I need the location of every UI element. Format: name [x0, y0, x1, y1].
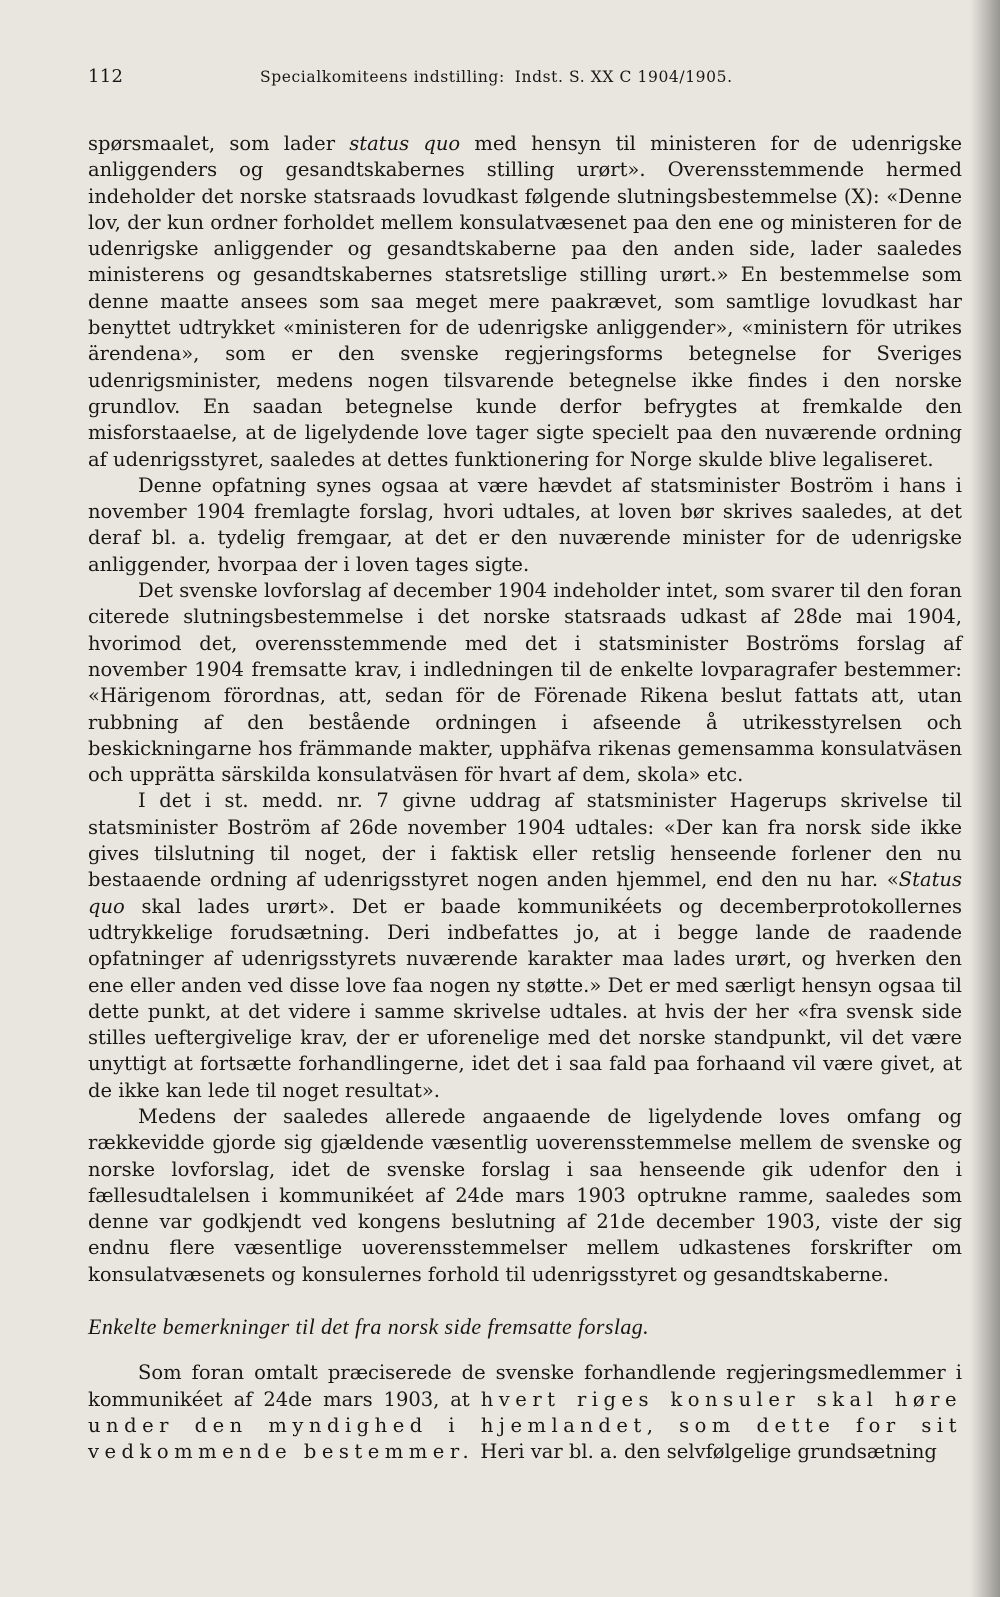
running-title: Specialkomiteens indstilling:	[260, 68, 505, 86]
paragraph	[88, 131, 962, 473]
text-run: spørsmaalet, som lader	[88, 132, 350, 155]
paragraph	[88, 1360, 962, 1465]
paragraph	[88, 788, 962, 1104]
page-edge-shadow	[970, 0, 1000, 1597]
text-run: med hensyn til ministeren for de udenrigske anliggenders og gesandtskabernes stilling urørt». Overensstemmende hermed indeholder det norske statsraads lovudkast følgende slutningsbestemmelse (X): «Denne lov, der kun ordner forholdet mellem konsulatvæsenet paa den ene og ministeren for de udenrigske anliggender og gesandtskaberne paa den anden side, lader saaledes ministerens og gesandtskabernes statsretslige stilling urørt.» En bestemmelse som denne maatte ansees som saa meget mere paakrævet, som samtlige lovudkast har benyttet udtrykket «ministeren for de udenrigske anliggender», «ministern för utrikes ärendena», som er den svenske regjeringsforms betegnelse for Sveriges udenrigsminister, medens nogen tilsvarende betegnelse ikke findes i den norske grundlov. En saadan betegnelse kunde derfor befrygtes at fremkalde den misforstaaelse, at de ligelydende love tager sigte specielt paa den nuværende ordning af udenrigsstyret, saaledes at dettes funktionering for Norge skulde blive legaliseret.	[88, 132, 962, 471]
paragraph-list	[88, 131, 962, 1288]
final-paragraph-container	[88, 1360, 962, 1465]
italic-text: status quo	[349, 132, 461, 155]
section-heading: Enkelte bemerkninger til det fra norsk side fremsatte forslag.	[88, 1314, 650, 1340]
text-run: Denne opfatning synes ogsaa at være hævdet af statsminister Boström i hans i november 1904 fremlagte forslag, hvori udtales, at loven bør skrives saaledes, at det deraf bl. a. tydelig fremgaar, at det er den nuværende minister for de udenrigske anliggender, hvorpaa der i loven tages sigte.	[88, 473, 962, 576]
italic-text: Status quo	[88, 868, 962, 918]
text-run: skal lades urørt». Det er baade kommunikéets og decemberprotokollernes udtrykkelige forudsætning. Deri indbefattes jo, at i begge lande de raadende opfatninger af udenrigsstyrets nuværende karakter maa lades urørt, og hverken den ene eller anden ved disse love faa nogen ny støtte.» Det er med særligt hensyn ogsaa til dette punkt, at det videre i samme skrivelse udtales. at hvis der her «fra svensk side stilles ueftergivelige krav, der er uforenelige med det norske standpunkt, vil det være unyttigt at fortsætte forhandlingerne, idet det i saa fald paa forhaand vil være givet, at de ikke kan lede til noget resultat».	[88, 894, 962, 1102]
spaced-emphasis-text: hvert riges konsuler skal høre under den myndighed i hjemlandet, som dette for sit vedkommende bestemmer.	[88, 1387, 962, 1464]
text-run: Heri var bl. a. den selvfølgelige grundsætning	[474, 1440, 937, 1464]
paragraph	[88, 473, 962, 578]
page-number: 112	[88, 66, 124, 87]
paragraph	[88, 578, 962, 788]
paragraph	[88, 1104, 962, 1288]
text-run: Det svenske lovforslag af december 1904 indeholder intet, som svarer til den foran citerede slutningsbestemmelse i det norske statsraads udkast af 28de mai 1904, hvorimod det, overensstemmende med det i statsminister Boströms forslag af november 1904 fremsatte krav, i indledningen til de enkelte lovparagrafer bestemmer: «Härigenom förordnas, att, sedan för de Förenade Rikena beslut fattats att, utan rubbning af den bestående ordningen i afseende å utrikesstyrelsen och beskickningarne hos främmande makter, upphäfva rikenas gemensamma konsulatväsen och upprätta särskilda konsulatväsen för hvart af dem, skola» etc.	[88, 579, 962, 787]
page-header	[88, 60, 962, 87]
body-text	[88, 131, 962, 1466]
text-run: Som foran omtalt præciserede de svenske forhandlende regjeringsmedlemmer i kommunikéet af 24de mars 1903, at	[88, 1361, 962, 1411]
document-reference: Indst. S. XX C 1904/1905.	[514, 68, 733, 86]
text-run: Medens der saaledes allerede angaaende de ligelydende loves omfang og rækkevidde gjorde sig gjældende væsentlig uoverensstemmelse mellem de svenske og norske lovforslag, idet de svenske forslag i saa henseende gik udenfor den i fællesudtalelsen i kommunikéet af 24de mars 1903 optrukne ramme, saaledes som denne var godkjendt ved kongens beslutning af 21de december 1903, viste der sig endnu flere væsentlige uoverensstemmelser mellem udkastenes forskrifter om konsulatvæsenets og konsulernes forhold til udenrigsstyret og gesandtskaberne.	[88, 1104, 962, 1286]
text-run: I det i st. medd. nr. 7 givne uddrag af statsminister Hagerups skrivelse til statsminister Boström af 26de november 1904 udtales: «Der kan fra norsk side ikke gives tilslutning til noget, der i faktisk eller retslig henseende forlener den nu bestaaende ordning af udenrigsstyret nogen anden hjemmel, end den nu har. «	[88, 789, 962, 892]
